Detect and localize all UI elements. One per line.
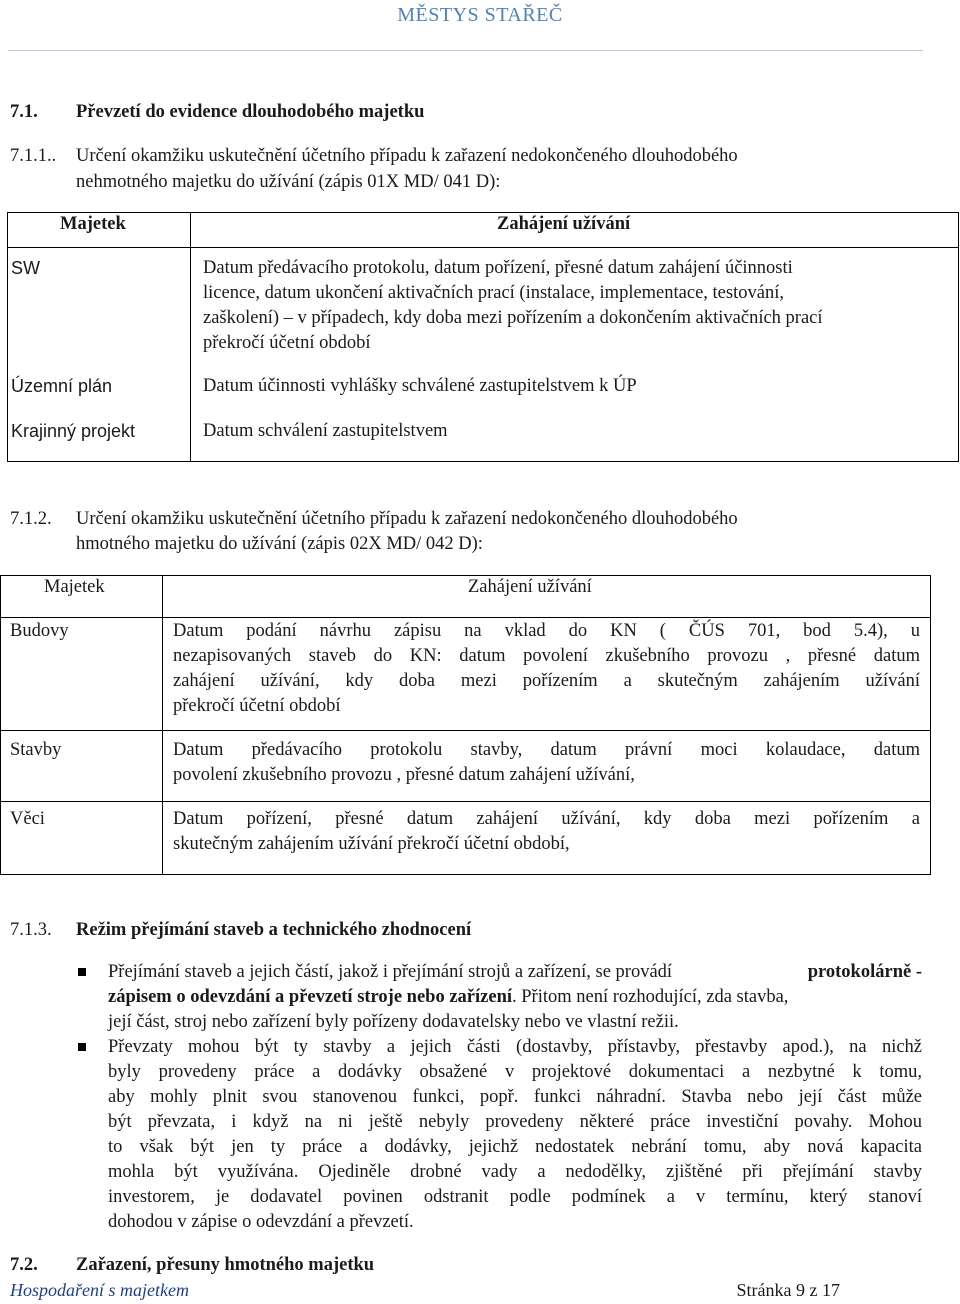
section-7-1-1-heading-line: nehmotného majetku do užívání (zápis 01X MD/ 041 D): (76, 172, 501, 192)
table-divider (190, 212, 191, 462)
table2-cell-line: skutečným zahájením užívání překročí účetní období, (173, 834, 570, 854)
document-header-title: MĚSTYS STAŘEČ (397, 4, 563, 26)
table2-cell-line: Datum pořízení, přesné datum zahájení užívání, kdy doba mezi pořízením a (173, 809, 920, 829)
table-hmotny-majetek (0, 575, 931, 875)
table-divider (7, 247, 959, 248)
table2-cell-line: Datum předávacího protokolu stavby, datum právní moci kolaudace, datum (173, 740, 920, 760)
table1-cell-line: překročí účetní období (203, 333, 371, 353)
table2-cell-line: zahájení užívání, kdy doba mezi pořízením a skutečným zahájením užívání (173, 671, 920, 691)
table2-cell-line: Datum podání návrhu zápisu na vklad do KN ( ČÚS 701, bod 5.4), u (173, 621, 920, 641)
table2-row-label: Budovy (10, 621, 69, 641)
section-7-2-title: Zařazení, přesuny hmotného majetku (76, 1255, 375, 1275)
section-7-1-3-number: 7.1.3. (10, 920, 52, 940)
bullet1-line: její část, stroj nebo zařízení byly pořízeny dodavatelsky nebo ve vlastní režii. (108, 1012, 679, 1032)
section-7-1-2-heading-line: hmotného majetku do užívání (zápis 02X MD/ 042 D): (76, 534, 483, 554)
table1-row-label: Územní plán (11, 376, 113, 396)
table1-header-zahajeni: Zahájení užívání (497, 214, 631, 234)
bullet2-line: byly provedeny práce a dodávky obsažené v projektové dokumentaci a nezbytné k tomu, (108, 1062, 922, 1082)
bullet1-text: Přejímání staveb a jejich částí, jakož i přejímání strojů a zařízení, se provádí (108, 962, 677, 982)
section-7-1-1-number: 7.1.1.. (10, 146, 57, 166)
table2-row-label: Věci (10, 809, 45, 829)
bullet2-line: dohodou v zápise o odevzdání a převzetí. (108, 1212, 414, 1232)
section-7-1-2-number: 7.1.2. (10, 509, 52, 529)
table1-cell-line: licence, datum ukončení aktivačních prací (instalace, implementace, testování, (203, 283, 784, 303)
section-7-1-title: Převzetí do evidence dlouhodobého majetku (76, 102, 425, 122)
bullet2-line: to však být jen ty práce a dodávky, jejichž nedostatek nebrání tomu, aby nová kapacita (108, 1137, 922, 1157)
bullet2-line: Převzaty mohou být ty stavby a jejich části (dostavby, přístavby, přestavby apod.), na nichž (108, 1037, 922, 1057)
bullet1-text: . Přitom není rozhodující, zda stavba, (512, 987, 789, 1007)
bullet-square-icon (78, 968, 86, 976)
table-divider (162, 575, 163, 875)
header-divider (8, 50, 923, 51)
table2-header-majetek: Majetek (44, 577, 105, 597)
bullet1-line (108, 962, 922, 983)
table1-row-label: Krajinný projekt (11, 421, 136, 441)
bullet1-bold-text: protokolárně - (807, 962, 922, 982)
bullet1-line (108, 987, 788, 1008)
table-divider (0, 730, 931, 731)
table-divider (0, 617, 931, 618)
table1-cell-line: zaškolení) – v případech, kdy doba mezi pořízením a dokončením aktivačních prací (203, 308, 823, 328)
section-7-1-number: 7.1. (10, 102, 38, 122)
section-7-1-1-heading-line: Určení okamžiku uskutečnění účetního případu k zařazení nedokončeného dlouhodobého (76, 146, 738, 166)
section-7-1-2-heading-line: Určení okamžiku uskutečnění účetního případu k zařazení nedokončeného dlouhodobého (76, 509, 738, 529)
table1-header-majetek: Majetek (60, 214, 126, 234)
table2-row-label: Stavby (10, 740, 62, 760)
table1-cell-line: Datum schválení zastupitelstvem (203, 421, 448, 441)
bullet2-line: být převzata, i když na ni ještě nebyly provedeny některé práce investiční povahy. Mohou (108, 1112, 922, 1132)
table1-cell-line: Datum předávacího protokolu, datum pořízení, přesné datum zahájení účinnosti (203, 258, 793, 278)
bullet1-bold-text: zápisem o odevzdání a převzetí stroje nebo zařízení (108, 987, 513, 1007)
bullet2-line: aby mohly plnit svou stanovenou funkci, popř. funkci náhradní. Stavba nebo její část může (108, 1087, 922, 1107)
table2-cell-line: povolení zkušebního provozu , přesné datum zahájení užívání, (173, 765, 635, 785)
bullet2-line: mohla být využívána. Ojediněle drobné vady a nedodělky, zjištěné při přejímání stavby (108, 1162, 922, 1182)
table-divider (0, 801, 931, 802)
section-7-1-3-title: Režim přejímání staveb a technického zhodnocení (76, 920, 472, 940)
bullet2-line: investorem, je dodavatel povinen odstranit podle podmínek a v termínu, který stanoví (108, 1187, 922, 1207)
table1-row-label: SW (11, 258, 40, 278)
table2-header-zahajeni: Zahájení užívání (468, 577, 592, 597)
bullet-square-icon (78, 1043, 86, 1051)
table-nehmotny-majetek (7, 212, 959, 462)
footer-document-title: Hospodaření s majetkem (10, 1280, 189, 1300)
footer-page-number: Stránka 9 z 17 (736, 1280, 840, 1300)
table2-cell-line: překročí účetní období (173, 696, 341, 716)
table1-cell-line: Datum účinnosti vyhlášky schválené zastupitelstvem k ÚP (203, 376, 637, 396)
table2-cell-line: nezapisovaných staveb do KN: datum povolení zkušebního provozu , přesné datum (173, 646, 920, 666)
section-7-2-number: 7.2. (10, 1255, 38, 1275)
